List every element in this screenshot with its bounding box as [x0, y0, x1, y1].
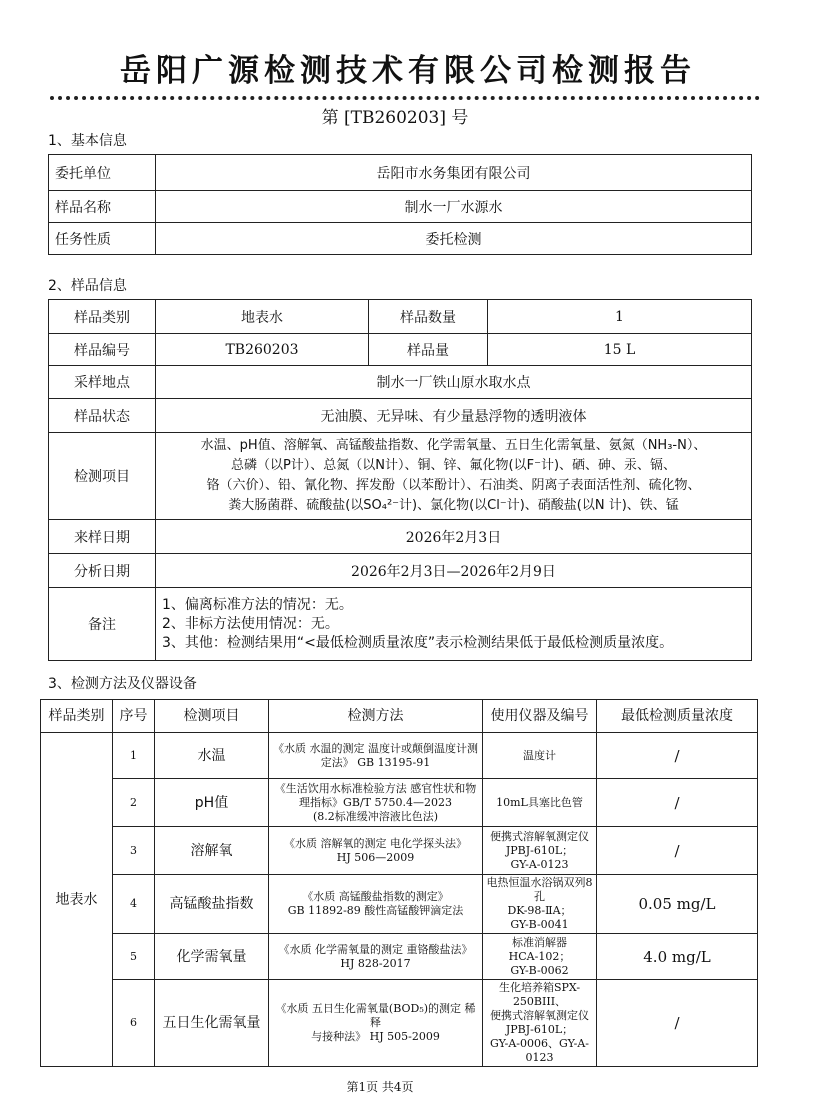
text-line: JPBJ-610L；: [505, 1023, 574, 1036]
text-line: 便携式溶解氧测定仪: [490, 1009, 589, 1022]
label: 委托单位: [49, 155, 156, 191]
basic-info-table: [48, 154, 752, 255]
text-line: 3、其他：检测结果用“<最低检测质量浓度”表示检测结果低于最低检测质量浓度。: [162, 634, 674, 651]
text-line: 便携式溶解氧测定仪: [490, 829, 589, 843]
label: 分析日期: [49, 554, 156, 588]
row-number: 3: [113, 827, 155, 875]
text-line: 生化培养箱SPX-250BIII、: [498, 981, 581, 1008]
label: 来样日期: [49, 520, 156, 554]
text-line: 《水质 水温的测定 温度计或颠倒温度计测: [273, 741, 478, 755]
value: 地表水: [156, 300, 369, 334]
text-line: 铬（六价）、铅、氰化物、挥发酚（以苯酚计）、石油类、阴离子表面活性剂、硫化物、: [206, 478, 701, 493]
header-cell: 最低检测质量浓度: [597, 700, 758, 733]
text-line: 定法》 GB 13195-91: [320, 755, 431, 769]
report-number: 第 [TB260203] 号: [321, 108, 469, 128]
text-line: JPBJ-610L；: [505, 843, 574, 857]
text-line: HJ 506—2009: [336, 850, 415, 864]
value: TB260203: [156, 334, 369, 366]
header-row: [41, 700, 758, 733]
row-number: 4: [113, 875, 155, 934]
text-line: 与接种法》 HJ 505-2009: [311, 1030, 440, 1043]
instrument: [483, 875, 597, 934]
value: 15 L: [488, 334, 752, 366]
methods-table: [40, 699, 758, 1067]
label: 样品类别: [49, 300, 156, 334]
table-row: [41, 934, 758, 980]
detection-item: 化学需氧量: [155, 934, 269, 980]
detection-limit: 0.05 mg/L: [597, 875, 758, 934]
header-cell: 检测项目: [155, 700, 269, 733]
text-line: 总磷（以P计）、总氮（以N计）、铜、锌、氟化物(以F⁻计)、硒、砷、汞、镉、: [230, 458, 677, 473]
table-row: [49, 554, 752, 588]
detection-item: 高锰酸盐指数: [155, 875, 269, 934]
text-line: GB 11892-89 酸性高锰酸钾滴定法: [287, 904, 464, 917]
sample-info-table: [48, 299, 752, 661]
text-line: 《生活饮用水标准检验方法 感官性状和物: [274, 781, 477, 795]
text-line: 2、非标方法使用情况：无。: [162, 615, 339, 632]
text-line: 《水质 五日生化需氧量(BOD₅)的测定 稀释: [275, 1002, 476, 1029]
remarks: [156, 588, 752, 661]
label: 采样地点: [49, 366, 156, 399]
instrument: [483, 934, 597, 980]
table-row: [49, 520, 752, 554]
detection-limit: /: [597, 827, 758, 875]
text-line: DK-98-ⅡA；: [507, 904, 572, 917]
title-divider: [50, 96, 760, 100]
section-basic-info: 1、基本信息: [48, 133, 127, 149]
detection-limit: 4.0 mg/L: [597, 934, 758, 980]
sample-category: 地表水: [41, 733, 113, 1067]
table-row: [41, 779, 758, 827]
label: 样品编号: [49, 334, 156, 366]
table-row: [49, 366, 752, 399]
table-row: [49, 334, 752, 366]
label: 任务性质: [49, 223, 156, 255]
row-number: 2: [113, 779, 155, 827]
text-line: 粪大肠菌群、硫酸盐(以SO₄²⁻计)、氯化物(以Cl⁻计)、硝酸盐(以N 计)、铁、锰: [228, 498, 679, 513]
label: 样品状态: [49, 399, 156, 433]
table-row: [49, 588, 752, 661]
method: [269, 934, 483, 980]
method: [269, 875, 483, 934]
header-cell: 样品类别: [41, 700, 113, 733]
page-number: 第1页 共4页: [346, 1080, 414, 1094]
text-line: 温度计: [523, 748, 556, 762]
label: 样品数量: [369, 300, 488, 334]
text-line: GY-B-0062: [510, 963, 569, 977]
text-line: 10mL具塞比色管: [496, 795, 583, 809]
detection-item: 溶解氧: [155, 827, 269, 875]
text-line: HJ 828-2017: [340, 956, 411, 970]
detection-limit: /: [597, 779, 758, 827]
table-row: [49, 399, 752, 433]
text-line: (8.2标准缓冲溶液比色法): [312, 809, 439, 823]
detection-item: 水温: [155, 733, 269, 779]
value: 委托检测: [156, 223, 752, 255]
value: 制水一厂铁山原水取水点: [156, 366, 752, 399]
text-line: GY-B-0041: [510, 918, 569, 931]
text-line: 《水质 溶解氧的测定 电化学探头法》: [284, 836, 467, 850]
table-row: [49, 300, 752, 334]
value: 岳阳市水务集团有限公司: [156, 155, 752, 191]
table-row: [49, 155, 752, 191]
method: [269, 980, 483, 1067]
row-number: 1: [113, 733, 155, 779]
text-line: 《水质 高锰酸盐指数的测定》: [302, 890, 449, 903]
row-number: 6: [113, 980, 155, 1067]
value: 2026年2月3日—2026年2月9日: [156, 554, 752, 588]
detection-item: pH值: [155, 779, 269, 827]
section-sample-info: 2、样品信息: [48, 278, 127, 294]
instrument: [483, 779, 597, 827]
method: [269, 733, 483, 779]
detection-limit: /: [597, 980, 758, 1067]
table-row: [49, 223, 752, 255]
report-title: 岳阳广源检测技术有限公司检测报告: [120, 53, 696, 89]
text-line: 《水质 化学需氧量的测定 重铬酸盐法》: [278, 942, 473, 956]
table-row: [41, 980, 758, 1067]
label: 检测项目: [49, 433, 156, 520]
table-row: [41, 875, 758, 934]
value: 无油膜、无异味、有少量悬浮物的透明液体: [156, 399, 752, 433]
label: 样品量: [369, 334, 488, 366]
text-line: 电热恒温水浴锅双列8孔: [486, 876, 593, 903]
label: 样品名称: [49, 191, 156, 223]
text-line: GY-A-0006、GY-A-0123: [489, 1037, 590, 1064]
table-row: [49, 191, 752, 223]
text-line: HCA-102；: [508, 949, 571, 963]
section-methods: 3、检测方法及仪器设备: [48, 676, 197, 692]
table-row: [41, 733, 758, 779]
text-line: 理指标》GB/T 5750.4—2023: [299, 795, 452, 809]
detection-item: 五日生化需氧量: [155, 980, 269, 1067]
value: 制水一厂水源水: [156, 191, 752, 223]
instrument: [483, 980, 597, 1067]
detection-items: [156, 433, 752, 520]
table-row: [49, 433, 752, 520]
instrument: [483, 733, 597, 779]
table-row: [41, 827, 758, 875]
header-cell: 序号: [113, 700, 155, 733]
text-line: GY-A-0123: [510, 857, 569, 871]
value: 2026年2月3日: [156, 520, 752, 554]
row-number: 5: [113, 934, 155, 980]
header-cell: 检测方法: [269, 700, 483, 733]
value: 1: [488, 300, 752, 334]
text-line: 标准消解器: [512, 935, 567, 949]
text-line: 水温、pH值、溶解氧、高锰酸盐指数、化学需氧量、五日生化需氧量、氨氮（NH₃-N）、: [200, 438, 707, 453]
method: [269, 827, 483, 875]
label: 备注: [49, 588, 156, 661]
method: [269, 779, 483, 827]
instrument: [483, 827, 597, 875]
header-cell: 使用仪器及编号: [483, 700, 597, 733]
text-line: 1、偏离标准方法的情况：无。: [162, 596, 353, 613]
detection-limit: /: [597, 733, 758, 779]
